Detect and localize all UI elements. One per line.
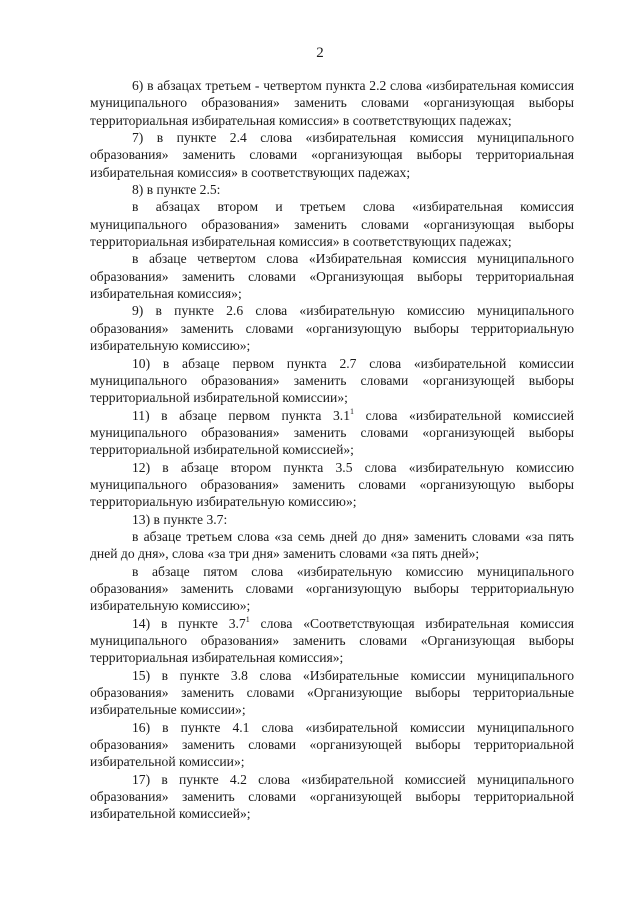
paragraph-item-8: 8) в пункте 2.5:	[132, 182, 221, 198]
paragraph-item-13: 13) в пункте 3.7:	[132, 511, 228, 527]
document-body	[90, 77, 574, 823]
paragraph-text: слова «избирательной комиссией муниципального образования» заменить словами «организующей выборы территориальной избирательной комиссией»;	[90, 407, 574, 458]
superscript: 1	[245, 614, 250, 624]
paragraph-subitem: в абзаце пятом слова «избирательную комиссию муниципального образования» заменить словами «организующую выборы территориальную избирательную комиссию»;	[90, 563, 574, 614]
paragraph-text: слова «Соответствующая избирательная комиссия муниципального образования» заменить словами «Организующая выборы территориальная избирательная комиссия»;	[90, 615, 574, 666]
paragraph-item-11	[90, 407, 574, 459]
paragraph-item-16: 16) в пункте 4.1 слова «избирательной комиссии муниципального образования» заменить словами «организующей выборы территориальной избирательной комиссии»;	[90, 719, 574, 770]
paragraph-subitem: в абзацах втором и третьем слова «избирательная комиссия муниципального образования» заменить словами «организующая выборы территориальная избирательная комиссия» в соответствующих падежах;	[90, 199, 574, 250]
paragraph-subitem: в абзаце четвертом слова «Избирательная комиссия муниципального образования» заменить словами «Организующая выборы территориальная избирательная комиссия»;	[90, 251, 574, 302]
paragraph-text: 14) в пункте 3.7	[132, 615, 246, 631]
paragraph-item-15: 15) в пункте 3.8 слова «Избирательные комиссии муниципального образования» заменить словами «Организующие выборы территориальные избирательные комиссии»;	[90, 667, 574, 718]
paragraph-item-17: 17) в пункте 4.2 слова «избирательной комиссией муниципального образования» заменить словами «организующей выборы территориальной избирательной комиссией»;	[90, 771, 574, 822]
paragraph-item-14	[90, 615, 574, 667]
paragraph-item-10: 10) в абзаце первом пункта 2.7 слова «избирательной комиссии муниципального образования» заменить словами «организующей выборы территориальной избирательной комиссии»;	[90, 355, 574, 406]
superscript: 1	[350, 406, 355, 416]
paragraph-item-6: 6) в абзацах третьем - четвертом пункта 2.2 слова «избирательная комиссия муниципального образования» заменить словами «организующая выборы территориальная избирательная комиссия» в соответствующих падежах;	[90, 78, 574, 128]
paragraph-item-9: 9) в пункте 2.6 слова «избирательную комиссию муниципального образования» заменить словами «организующую выборы территориальную избирательную комиссию»;	[90, 303, 574, 354]
paragraph-text: 11) в абзаце первом пункта 3.1	[132, 407, 351, 423]
paragraph-item-12: 12) в абзаце втором пункта 3.5 слова «избирательную комиссию муниципального образования» заменить словами «организующую выборы территориальную избирательную комиссию»;	[90, 459, 574, 510]
page-number: 2	[316, 45, 324, 61]
paragraph-subitem: в абзаце третьем слова «за семь дней до дня» заменить словами «за пять дней до дня», слова «за три дня» заменить словами «за пять дней»;	[90, 528, 574, 562]
paragraph-item-7: 7) в пункте 2.4 слова «избирательная комиссия муниципального образования» заменить словами «организующая выборы территориальная избирательная комиссия» в соответствующих падежах;	[90, 130, 574, 180]
